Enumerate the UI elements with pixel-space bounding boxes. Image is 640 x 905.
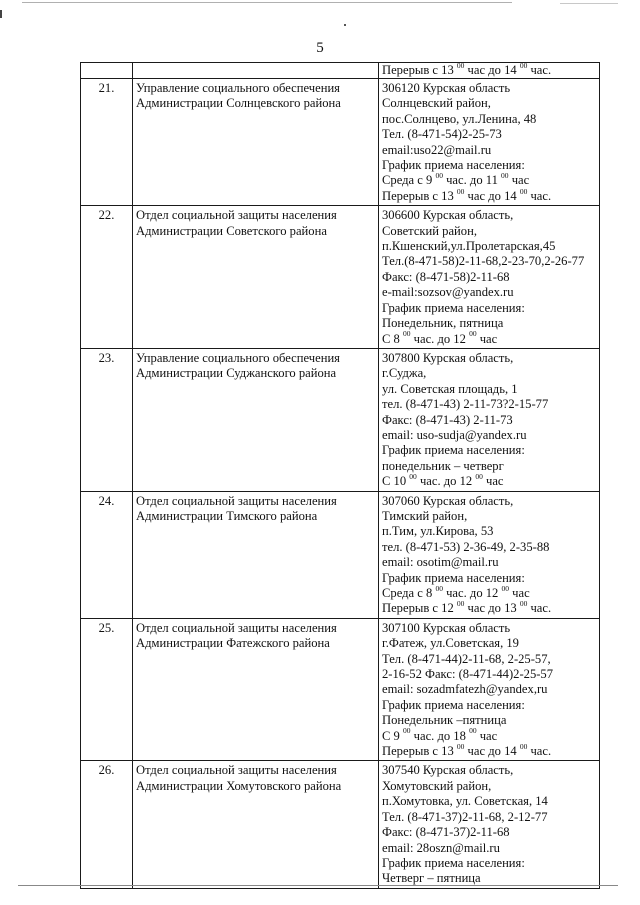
contact-line: Факс: (8-471-43) 2-11-73 [382,412,513,427]
contact-line: Хомутовский район, [382,778,492,793]
contact-line: г.Суджа, [382,366,427,381]
organization-name [133,491,379,618]
page-number: 5 [316,40,324,56]
contact-line: email: sozadmfatezh@yandex,ru [382,682,548,697]
organization-name [133,206,379,349]
contact-line: email: uso-sudja@yandex.ru [382,427,527,442]
contact-line: Перерыв с 13 $^{00}$ час до 14 $^{00}$ час. [382,186,552,203]
contact-line: email: osotim@mail.ru [382,555,499,570]
contact-line: 306600 Курская область, [382,208,514,223]
contact-line: пос.Солнцево, ул.Ленина, 48 [382,111,537,126]
contact-line: e-mail:sozsov@yandex.ru [382,285,514,300]
entry-number: 21. [81,79,133,206]
contact-line: Тимский район, [382,508,468,523]
contact-line: понедельник – четверг [382,458,504,473]
contact-line: п.Хомутовка, ул. Советская, 14 [382,794,548,809]
org-cell [133,63,379,79]
contact-line: График приема населения: [382,697,525,712]
contact-line: Четверг – пятница [382,871,481,886]
organization-name-line: Управление социального обеспечения [136,350,340,365]
contact-line: С 10 $^{00}$ час. до 12 $^{00}$ час [382,471,504,489]
contact-line: График приема населения: [382,443,525,458]
contact-line: График приема населения: [382,300,525,315]
contact-line: 2-16-52 Факс: (8-471-44)2-25-57 [382,667,554,682]
contact-line: тел. (8-471-43) 2-11-73?2-15-77 [382,397,549,412]
organization-name-line: Администрации Советского района [136,223,327,238]
contact-line: Тел. (8-471-54)2-25-73 [382,127,502,142]
contact-details [379,79,600,206]
scan-speck [344,24,346,26]
contact-details [379,761,600,888]
contact-line: 307800 Курская область, [382,350,514,365]
table-row [81,206,600,349]
organization-name-line: Отдел социальной защиты населения [136,208,337,223]
organization-name-line: Администрации Солнцевского района [136,96,341,111]
contact-line: Тел. (8-471-44)2-11-68, 2-25-57, [382,651,551,666]
agency-table-body [81,60,600,889]
contact-line: График приема населения: [382,158,525,173]
contact-line: email: 28oszn@mail.ru [382,840,500,855]
contact-line: ул. Советская площадь, 1 [382,381,518,396]
contact-line: п.Тим, ул.Кирова, 53 [382,524,494,539]
organization-name [133,348,379,491]
schedule-break-line: Перерыв с 13 $^{00}$ час до 14 $^{00}$ час. [382,60,552,77]
contact-line: Тел.(8-471-58)2-11-68,2-23-70,2-26-77 [382,254,585,269]
continuation-row [81,63,600,79]
entry-number: 23. [81,348,133,491]
contact-line: Советский район, [382,223,477,238]
contact-details [379,618,600,761]
table-row [81,761,600,888]
contact-line: 307060 Курская область, [382,493,514,508]
organization-name-line: Администрации Фатежского района [136,636,330,651]
contact-line: Перерыв с 13 $^{00}$ час до 14 $^{00}$ час. [382,741,552,759]
contact-line: тел. (8-471-53) 2-36-49, 2-35-88 [382,539,550,554]
organization-name [133,761,379,888]
contact-line: Понедельник, пятница [382,316,504,331]
contact-line: График приема населения: [382,570,525,585]
contact-line: Перерыв с 12 $^{00}$ час до 13 $^{00}$ час. [382,599,552,616]
contact-line: Тел. (8-471-37)2-11-68, 2-12-77 [382,809,548,824]
organization-name-line: Администрации Хомутовского района [136,778,342,793]
contact-line: п.Кшенский,ул.Пролетарская,45 [382,239,556,254]
contact-cell [379,60,600,79]
entry-number: 25. [81,618,133,761]
table-row [81,79,600,206]
contact-line: г.Фатеж, ул.Советская, 19 [382,636,519,651]
organization-name [133,618,379,761]
contact-details [379,206,600,349]
table-row [81,618,600,761]
contact-line: 307540 Курская область, [382,763,514,778]
organization-name [133,79,379,206]
scan-edge-line [22,2,512,3]
scan-edge-line [18,885,618,886]
organization-name-line: Отдел социальной защиты населения [136,493,337,508]
table-row [81,491,600,618]
contact-details [379,348,600,491]
contact-line: Факс: (8-471-58)2-11-68 [382,269,510,284]
organization-name-line: Отдел социальной защиты населения [136,763,337,778]
num-cell [81,63,133,79]
contact-line: Понедельник –пятница [382,713,507,728]
entry-number: 22. [81,206,133,349]
organization-name-line: Администрации Тимского района [136,508,318,523]
table-row [81,348,600,491]
contact-line: 307100 Курская область [382,620,511,635]
contact-line: Среда с 9 $^{00}$ час. до 11 $^{00}$ час [382,171,530,188]
contact-line: Среда с 8 $^{00}$ час. до 12 $^{00}$ час [382,583,530,600]
organization-name-line: Администрации Суджанского района [136,366,337,381]
contact-line: Солнцевский район, [382,96,491,111]
contact-line: Факс: (8-471-37)2-11-68 [382,825,510,840]
organization-name-line: Отдел социальной защиты населения [136,620,337,635]
contact-line: С 8 $^{00}$ час. до 12 $^{00}$ час [382,329,498,346]
agency-table [80,62,600,889]
contact-line: email:uso22@mail.ru [382,142,492,157]
scan-mark [0,10,2,18]
scan-edge-line [560,3,618,4]
contact-line: 306120 Курская область [382,81,511,95]
entry-number: 24. [81,491,133,618]
contact-line: График приема населения: [382,855,525,870]
organization-name-line: Управление социального обеспечения [136,81,340,95]
contact-line: С 9 $^{00}$ час. до 18 $^{00}$ час [382,726,498,743]
contact-details [379,491,600,618]
entry-number: 26. [81,761,133,888]
